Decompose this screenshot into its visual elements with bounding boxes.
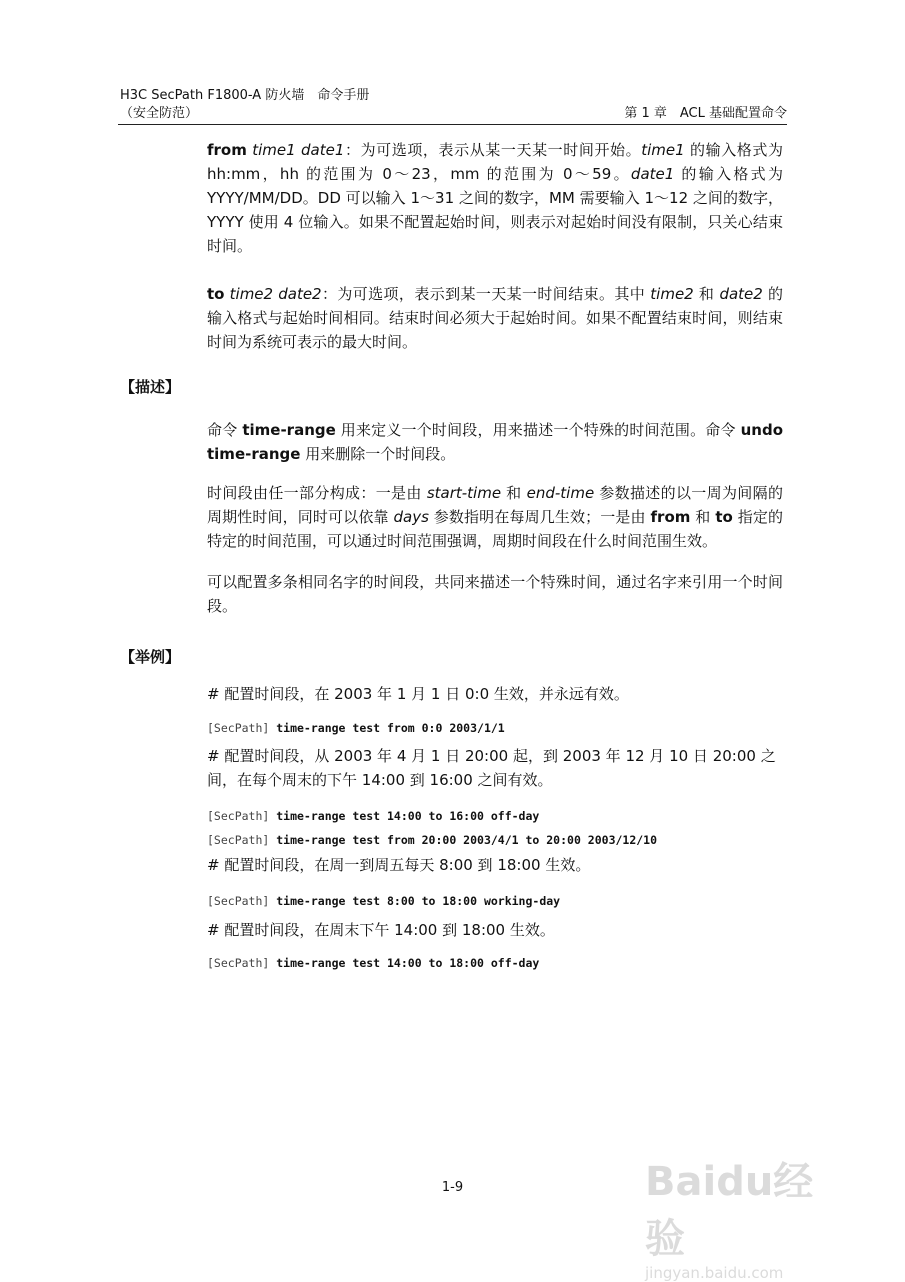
param-from: from time1 date1：为可选项，表示从某一天某一时间开始。time1 的输入格式为 hh:mm，hh 的范围为 0～23，mm 的范围为 0～59。date1 的输入格式为 YYYY/MM/DD。DD 可以输入 1～31 之间的数字，MM 需要输入 1～12 之间的数字，YYYY 使用 4 位输入。如果不配置起始时间，则表示对起始时间没有限制，只关心结束时间。 — [207, 141, 783, 255]
header-title: H3C SecPath F1800-A 防火墙 命令手册 — [120, 88, 370, 103]
baidu-watermark — [645, 1150, 845, 1282]
page-number: 1-9 — [441, 1180, 464, 1195]
header-subtitle: （安全防范） — [120, 106, 199, 121]
example-note-4: # 配置时间段，在周末下午 14:00 到 18:00 生效。 — [207, 921, 555, 939]
code-line-2a: [SecPath] time-range test 14:00 to 16:00 off-day — [207, 809, 540, 823]
example-heading: 【举例】 — [120, 648, 181, 666]
description-p2: 时间段由任一部分构成：一是由 start-time 和 end-time 参数描述的以一周为间隔的周期性时间，同时可以依靠 days 参数指明在每周几生效；一是由 from 和 to 指定的特定的时间范围，可以通过时间范围强调，周期时间段在什么时间范围生效。 — [207, 484, 783, 550]
code-line-3: [SecPath] time-range test 8:00 to 18:00 working-day — [207, 894, 561, 908]
code-line-2b: [SecPath] time-range test from 20:00 2003/4/1 to 20:00 2003/12/10 — [207, 833, 658, 847]
example-note-3: # 配置时间段，在周一到周五每天 8:00 到 18:00 生效。 — [207, 856, 591, 874]
header-chapter: 第 1 章 ACL 基础配置命令 — [624, 106, 787, 121]
description-p3: 可以配置多条相同名字的时间段，共同来描述一个特殊时间，通过名字来引用一个时间段。 — [207, 573, 783, 615]
example-note-2: # 配置时间段，从 2003 年 4 月 1 日 20:00 起，到 2003 年 12 月 10 日 20:00 之间，在每个周末的下午 14:00 到 16:00 之间有效。 — [207, 747, 776, 789]
description-heading: 【描述】 — [120, 378, 181, 396]
code-line-1: [SecPath] time-range test from 0:0 2003/1/1 — [207, 721, 505, 735]
description-p1: 命令 time-range 用来定义一个时间段，用来描述一个特殊的时间范围。命令 undo time-range 用来删除一个时间段。 — [207, 421, 783, 463]
watermark-brand: Baidu经验 — [645, 1159, 814, 1262]
code-line-4: [SecPath] time-range test 14:00 to 18:00 off-day — [207, 956, 540, 970]
example-note-1: # 配置时间段，在 2003 年 1 月 1 日 0:0 生效，并永远有效。 — [207, 685, 629, 703]
header-rule — [118, 124, 787, 125]
param-to: to time2 date2：为可选项，表示到某一天某一时间结束。其中 time2 和 date2 的输入格式与起始时间相同。结束时间必须大于起始时间。如果不配置结束时间，则结束时间为系统可表示的最大时间。 — [207, 285, 783, 351]
watermark-url: jingyan.baidu.com — [645, 1264, 784, 1282]
